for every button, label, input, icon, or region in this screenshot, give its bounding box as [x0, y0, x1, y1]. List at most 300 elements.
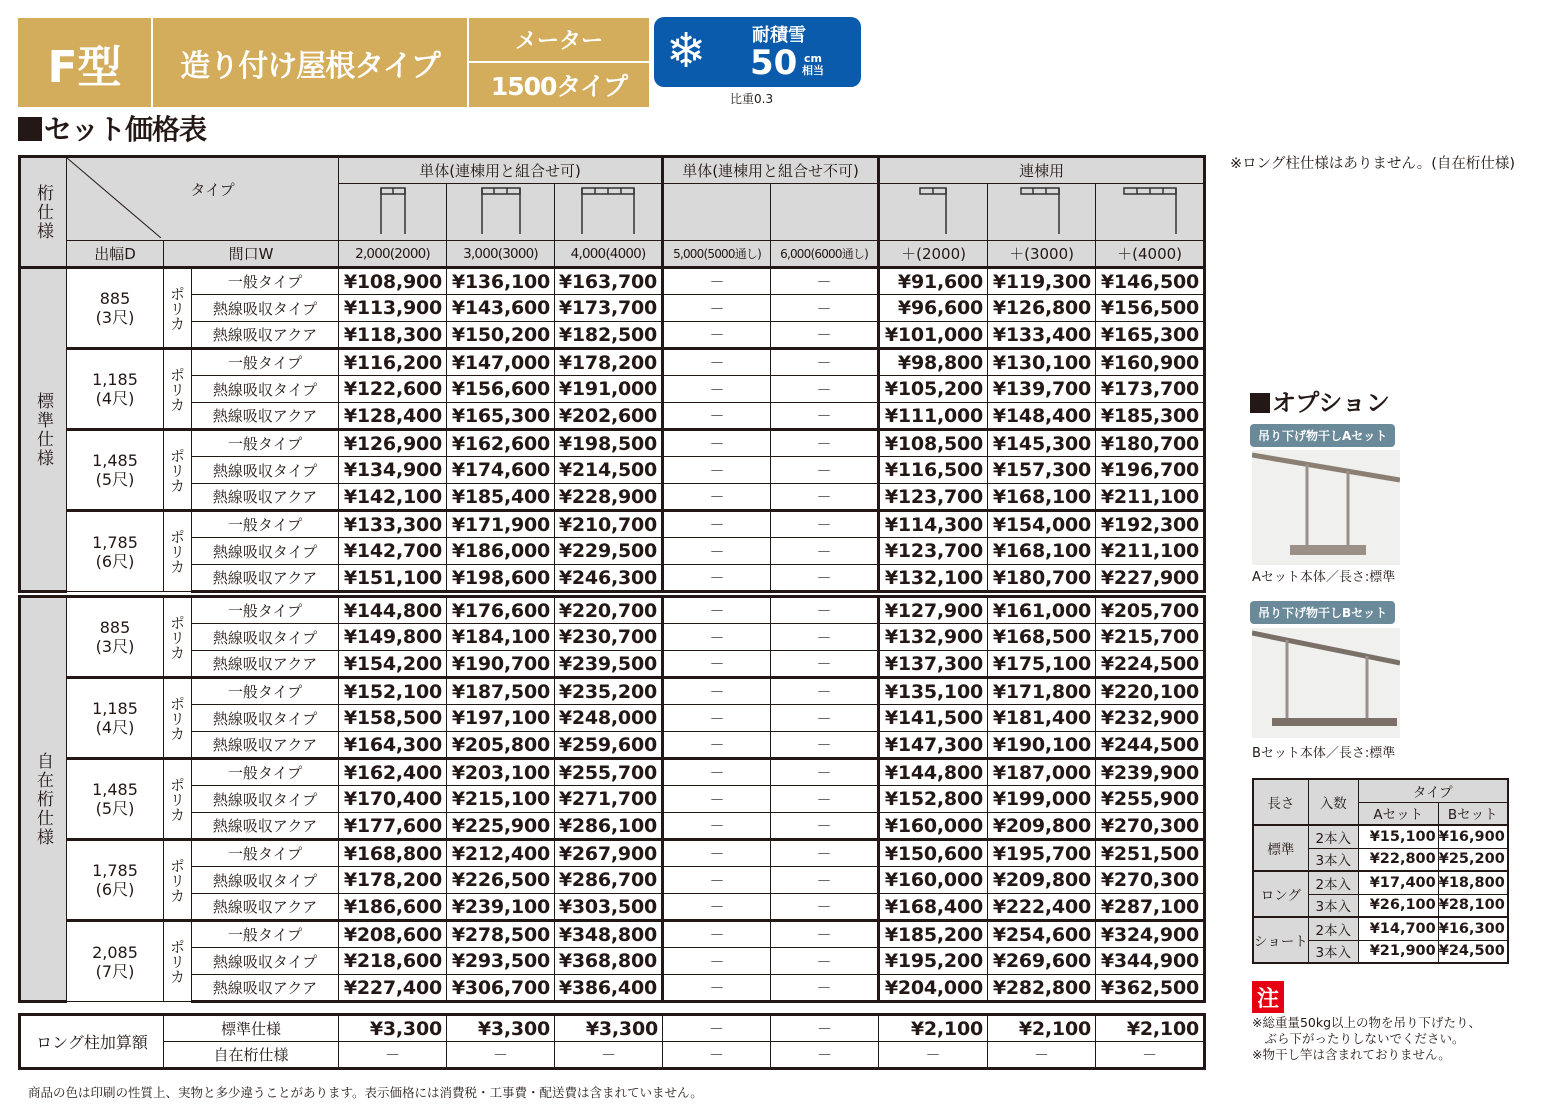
table-row — [20, 894, 1205, 921]
long-post-spec-1: 自在桁仕様 — [164, 1042, 339, 1069]
model-label: F型 — [18, 18, 151, 107]
price-cell: ¥212,400 — [447, 840, 555, 867]
roof-type: 一般タイプ — [192, 349, 339, 376]
price-cell: － — [771, 295, 879, 322]
price-cell: ¥156,500 — [1096, 295, 1205, 322]
roof-type: 熱線吸収タイプ — [192, 457, 339, 484]
roof-type: 熱線吸収タイプ — [192, 786, 339, 813]
price-cell: ¥163,700 — [555, 268, 663, 295]
price-cell: ¥168,100 — [988, 538, 1096, 565]
price-cell: － — [663, 511, 771, 538]
price-cell: ¥132,900 — [879, 624, 988, 651]
price-cell: － — [771, 376, 879, 403]
col-header-7: ＋(4000) — [1096, 241, 1205, 268]
diagram-6000 — [771, 184, 879, 241]
price-cell: － — [663, 349, 771, 376]
price-cell: ¥134,900 — [339, 457, 447, 484]
square-bullet-icon — [18, 117, 42, 141]
col-header-2: 4,000(4000) — [555, 241, 663, 268]
long-post-table — [18, 1013, 1206, 1070]
price-cell: ¥196,700 — [1096, 457, 1205, 484]
table-row — [20, 813, 1205, 840]
roof-type: 一般タイプ — [192, 678, 339, 705]
price-cell: ¥186,600 — [339, 894, 447, 921]
price-cell: － — [663, 268, 771, 295]
long-post-price: － — [771, 1015, 879, 1042]
roof-type: 一般タイプ — [192, 268, 339, 295]
option-price-a: ¥22,800 — [1358, 848, 1438, 871]
price-cell: ¥228,900 — [555, 484, 663, 511]
square-bullet-icon — [1250, 393, 1270, 413]
price-cell: － — [771, 975, 879, 1002]
spec-header: 桁仕様 — [20, 157, 67, 268]
price-cell: ¥147,000 — [447, 349, 555, 376]
price-cell: ¥303,500 — [555, 894, 663, 921]
price-cell: ¥306,700 — [447, 975, 555, 1002]
price-cell: ¥195,700 — [988, 840, 1096, 867]
roof-type: 熱線吸収アクア — [192, 894, 339, 921]
price-cell: － — [663, 403, 771, 430]
price-cell: － — [771, 732, 879, 759]
opt-header-count: 入数 — [1308, 779, 1358, 825]
price-cell: ¥150,200 — [447, 322, 555, 349]
price-cell: ¥114,300 — [879, 511, 988, 538]
price-cell: － — [663, 651, 771, 678]
price-cell: ¥293,500 — [447, 948, 555, 975]
long-post-price: ¥2,100 — [988, 1015, 1096, 1042]
price-cell: ¥145,300 — [988, 430, 1096, 457]
price-cell: ¥180,700 — [1096, 430, 1205, 457]
price-cell: ¥282,800 — [988, 975, 1096, 1002]
price-cell: ¥171,800 — [988, 678, 1096, 705]
price-cell: ¥230,700 — [555, 624, 663, 651]
price-cell: ¥225,900 — [447, 813, 555, 840]
depth-cell: 885 (3尺) — [67, 597, 164, 678]
long-post-price: － — [663, 1015, 771, 1042]
price-cell: － — [663, 948, 771, 975]
price-cell: ¥287,100 — [1096, 894, 1205, 921]
option-length: 標準 — [1253, 825, 1308, 871]
roof-type: 熱線吸収タイプ — [192, 376, 339, 403]
price-cell: ¥251,500 — [1096, 840, 1205, 867]
price-cell: ¥161,000 — [988, 597, 1096, 624]
col-header-0: 2,000(2000) — [339, 241, 447, 268]
price-cell: ¥215,700 — [1096, 624, 1205, 651]
long-post-price: － — [663, 1042, 771, 1069]
table-row — [20, 921, 1205, 948]
table-row — [20, 867, 1205, 894]
opt-header-b: Bセット — [1438, 802, 1508, 825]
price-cell: ¥215,100 — [447, 786, 555, 813]
long-post-price: － — [988, 1042, 1096, 1069]
group-header-2: 単体(連棟用と組合せ不可) — [663, 157, 879, 184]
material-cell: ポリカ — [164, 759, 192, 840]
price-cell: － — [771, 268, 879, 295]
table-row — [20, 322, 1205, 349]
roof-type: 熱線吸収アクア — [192, 732, 339, 759]
price-cell: ¥96,600 — [879, 295, 988, 322]
price-cell: ¥255,700 — [555, 759, 663, 786]
price-cell: ¥224,500 — [1096, 651, 1205, 678]
price-cell: ¥232,900 — [1096, 705, 1205, 732]
depth-cell: 1,185 (4尺) — [67, 678, 164, 759]
option-a-badge: 吊り下げ物干しAセット — [1250, 424, 1395, 447]
price-cell: ¥199,000 — [988, 786, 1096, 813]
price-cell: － — [663, 840, 771, 867]
price-cell: ¥184,100 — [447, 624, 555, 651]
table-row — [20, 349, 1205, 376]
width-header: 間口W — [164, 241, 339, 268]
roof-type: 熱線吸収アクア — [192, 651, 339, 678]
price-cell: ¥205,800 — [447, 732, 555, 759]
opt-header-length: 長さ — [1253, 779, 1308, 825]
price-cell: ¥165,300 — [1096, 322, 1205, 349]
price-cell: ¥123,700 — [879, 484, 988, 511]
table-row — [20, 975, 1205, 1002]
price-cell: ¥130,100 — [988, 349, 1096, 376]
price-cell: ¥160,000 — [879, 867, 988, 894]
single-3bay-icon — [476, 186, 526, 236]
price-cell: ¥286,700 — [555, 867, 663, 894]
price-cell: ¥142,100 — [339, 484, 447, 511]
price-cell: － — [771, 565, 879, 592]
table-row — [20, 511, 1205, 538]
price-cell: － — [663, 430, 771, 457]
diagram-3000 — [447, 184, 555, 241]
price-cell: － — [663, 867, 771, 894]
price-cell: ¥191,000 — [555, 376, 663, 403]
price-cell: ¥178,200 — [339, 867, 447, 894]
price-cell: ¥226,500 — [447, 867, 555, 894]
option-price-table — [1252, 778, 1509, 964]
linked-2bay-icon — [914, 186, 954, 236]
price-cell: ¥185,400 — [447, 484, 555, 511]
price-cell: ¥116,500 — [879, 457, 988, 484]
price-cell: － — [771, 349, 879, 376]
price-cell: ¥192,300 — [1096, 511, 1205, 538]
price-cell: － — [771, 705, 879, 732]
table-row — [20, 759, 1205, 786]
roof-type: 熱線吸収アクア — [192, 813, 339, 840]
price-cell: ¥176,600 — [447, 597, 555, 624]
price-cell: ¥174,600 — [447, 457, 555, 484]
snow-value: 50 — [750, 43, 798, 83]
price-cell: ¥158,500 — [339, 705, 447, 732]
price-cell: ¥136,100 — [447, 268, 555, 295]
opt-header-a: Aセット — [1358, 802, 1438, 825]
depth-cell: 1,785 (6尺) — [67, 511, 164, 592]
price-cell: ¥135,100 — [879, 678, 988, 705]
price-cell: － — [663, 624, 771, 651]
price-cell: ¥198,600 — [447, 565, 555, 592]
price-cell: ¥171,900 — [447, 511, 555, 538]
price-cell: ¥324,900 — [1096, 921, 1205, 948]
price-cell: ¥164,300 — [339, 732, 447, 759]
price-cell: － — [771, 403, 879, 430]
table-row — [20, 457, 1205, 484]
price-cell: － — [663, 484, 771, 511]
option-count: 3本入 — [1308, 848, 1358, 871]
long-post-spec-0: 標準仕様 — [164, 1015, 339, 1042]
price-cell: ¥190,100 — [988, 732, 1096, 759]
table-row — [20, 597, 1205, 624]
roof-type: 熱線吸収タイプ — [192, 867, 339, 894]
price-cell: ¥182,500 — [555, 322, 663, 349]
price-cell: ¥185,200 — [879, 921, 988, 948]
price-cell: ¥151,100 — [339, 565, 447, 592]
price-cell: ¥119,300 — [988, 268, 1096, 295]
price-cell: ¥165,300 — [447, 403, 555, 430]
spec-label: 標準仕様 — [20, 268, 67, 592]
price-cell: － — [771, 813, 879, 840]
group-header-1: 単体(連棟用と組合せ可) — [339, 157, 663, 184]
price-cell: ¥178,200 — [555, 349, 663, 376]
option-length: ロング — [1253, 871, 1308, 917]
long-post-price: ¥3,300 — [555, 1015, 663, 1042]
price-cell: ¥144,800 — [339, 597, 447, 624]
price-cell: ¥205,700 — [1096, 597, 1205, 624]
material-cell: ポリカ — [164, 511, 192, 592]
option-price-a: ¥26,100 — [1358, 894, 1438, 917]
price-cell: ¥220,100 — [1096, 678, 1205, 705]
price-cell: ¥162,400 — [339, 759, 447, 786]
price-cell: ¥162,600 — [447, 430, 555, 457]
price-cell: ¥286,100 — [555, 813, 663, 840]
price-cell: ¥190,700 — [447, 651, 555, 678]
spec-label: 自在桁仕様 — [20, 597, 67, 1002]
price-cell: － — [771, 840, 879, 867]
material-cell: ポリカ — [164, 921, 192, 1002]
price-cell: － — [771, 948, 879, 975]
footer-note: 商品の色は印刷の性質上、実物と多少違うことがあります。表示価格には消費税・工事費・配送費は含まれていません。 — [28, 1085, 703, 1100]
material-cell: ポリカ — [164, 597, 192, 678]
table-row — [20, 268, 1205, 295]
section-title: セット価格表 — [18, 108, 206, 148]
price-cell: ¥209,800 — [988, 867, 1096, 894]
price-cell: ¥254,600 — [988, 921, 1096, 948]
price-cell: ¥123,700 — [879, 538, 988, 565]
price-cell: － — [663, 786, 771, 813]
col-header-4: 6,000(6000通し) — [771, 241, 879, 268]
roof-type: 熱線吸収アクア — [192, 565, 339, 592]
price-cell: － — [771, 678, 879, 705]
price-cell: ¥128,400 — [339, 403, 447, 430]
price-cell: ¥278,500 — [447, 921, 555, 948]
caution-text: ※総重量50kg以上の物を吊り下げたり、 ぶら下がったりしないでください。 ※物干し竿は含まれておりません。 — [1252, 1015, 1482, 1062]
price-cell: ¥229,500 — [555, 538, 663, 565]
options-title: オプション — [1250, 383, 1390, 418]
price-cell: － — [771, 894, 879, 921]
price-cell: ¥227,900 — [1096, 565, 1205, 592]
price-cell: ¥227,400 — [339, 975, 447, 1002]
roof-type: 一般タイプ — [192, 921, 339, 948]
price-cell: － — [663, 813, 771, 840]
price-cell: ¥248,000 — [555, 705, 663, 732]
col-header-3: 5,000(5000通し) — [663, 241, 771, 268]
price-cell: ¥133,300 — [339, 511, 447, 538]
price-cell: ¥111,000 — [879, 403, 988, 430]
price-cell: ¥195,200 — [879, 948, 988, 975]
price-cell: ¥204,000 — [879, 975, 988, 1002]
depth-header: 出幅D — [67, 241, 164, 268]
diagram-plus-2000 — [879, 184, 988, 241]
price-cell: ¥152,100 — [339, 678, 447, 705]
material-cell: ポリカ — [164, 430, 192, 511]
option-price-b: ¥28,100 — [1438, 894, 1508, 917]
specific-gravity: 比重0.3 — [730, 92, 774, 106]
diagram-plus-4000 — [1096, 184, 1205, 241]
snow-label: 耐積雪 — [752, 25, 806, 46]
option-price-b: ¥25,200 — [1438, 848, 1508, 871]
roof-type: 一般タイプ — [192, 430, 339, 457]
long-post-price: － — [771, 1042, 879, 1069]
table-row — [20, 651, 1205, 678]
roof-type: 一般タイプ — [192, 840, 339, 867]
price-cell: ¥203,100 — [447, 759, 555, 786]
price-cell: ¥270,300 — [1096, 867, 1205, 894]
table-row — [20, 705, 1205, 732]
option-a-caption: Aセット本体／長さ:標準 — [1252, 570, 1396, 585]
snow-unit: cm 相当 — [802, 52, 824, 77]
price-cell: ¥244,500 — [1096, 732, 1205, 759]
price-cell: ¥157,300 — [988, 457, 1096, 484]
option-row — [1253, 917, 1508, 940]
depth-cell: 1,185 (4尺) — [67, 349, 164, 430]
price-cell: － — [663, 759, 771, 786]
diagram-plus-3000 — [988, 184, 1096, 241]
meter-label: メーター — [469, 18, 649, 61]
price-cell: ¥132,100 — [879, 565, 988, 592]
price-cell: ¥239,500 — [555, 651, 663, 678]
price-cell: ¥108,900 — [339, 268, 447, 295]
roof-type: 熱線吸収アクア — [192, 403, 339, 430]
price-cell: ¥133,400 — [988, 322, 1096, 349]
price-cell: ¥235,200 — [555, 678, 663, 705]
price-cell: ¥198,500 — [555, 430, 663, 457]
price-cell: － — [771, 597, 879, 624]
roof-type: 熱線吸収タイプ — [192, 295, 339, 322]
option-b-caption: Bセット本体／長さ:標準 — [1252, 746, 1396, 761]
depth-cell: 1,785 (6尺) — [67, 840, 164, 921]
col-header-1: 3,000(3000) — [447, 241, 555, 268]
price-cell: － — [771, 511, 879, 538]
diagram-2000 — [339, 184, 447, 241]
price-cell: － — [771, 867, 879, 894]
price-cell: － — [663, 322, 771, 349]
roof-type: 熱線吸収タイプ — [192, 538, 339, 565]
table-row — [20, 732, 1205, 759]
hanging-rack-b-icon — [1252, 628, 1400, 738]
option-count: 3本入 — [1308, 940, 1358, 963]
price-cell: ¥142,700 — [339, 538, 447, 565]
price-cell: ¥348,800 — [555, 921, 663, 948]
long-post-price: － — [1096, 1042, 1205, 1069]
price-cell: ¥246,300 — [555, 565, 663, 592]
price-cell: － — [771, 759, 879, 786]
material-cell: ポリカ — [164, 268, 192, 349]
price-cell: ¥148,400 — [988, 403, 1096, 430]
price-cell: ¥270,300 — [1096, 813, 1205, 840]
option-price-a: ¥14,700 — [1358, 917, 1438, 940]
price-cell: － — [663, 295, 771, 322]
price-cell: ¥149,800 — [339, 624, 447, 651]
table-row — [20, 376, 1205, 403]
option-price-a: ¥21,900 — [1358, 940, 1438, 963]
price-cell: ¥146,500 — [1096, 268, 1205, 295]
price-cell: － — [663, 705, 771, 732]
price-cell: ¥187,500 — [447, 678, 555, 705]
price-cell: ¥160,000 — [879, 813, 988, 840]
linked-4bay-icon — [1120, 186, 1180, 236]
product-title: 造り付け屋根タイプ — [153, 18, 467, 107]
option-price-a: ¥17,400 — [1358, 871, 1438, 894]
price-cell: ¥108,500 — [879, 430, 988, 457]
price-cell: ¥173,700 — [1096, 376, 1205, 403]
option-price-b: ¥16,900 — [1438, 825, 1508, 848]
option-length: ショート — [1253, 917, 1308, 963]
long-post-price: ¥2,100 — [1096, 1015, 1205, 1042]
price-cell: ¥344,900 — [1096, 948, 1205, 975]
material-cell: ポリカ — [164, 840, 192, 921]
price-cell: － — [771, 484, 879, 511]
price-cell: － — [771, 651, 879, 678]
option-count: 2本入 — [1308, 871, 1358, 894]
table-row — [20, 948, 1205, 975]
price-cell: ¥144,800 — [879, 759, 988, 786]
price-cell: ¥368,800 — [555, 948, 663, 975]
price-cell: ¥122,600 — [339, 376, 447, 403]
option-count: 3本入 — [1308, 894, 1358, 917]
long-post-price: － — [555, 1042, 663, 1069]
price-cell: ¥211,100 — [1096, 484, 1205, 511]
depth-cell: 885 (3尺) — [67, 268, 164, 349]
type-label: 1500タイプ — [469, 63, 649, 107]
option-b-image — [1252, 628, 1400, 738]
side-note: ※ロング柱仕様はありません。(自在桁仕様) — [1230, 156, 1516, 172]
price-cell: ¥197,100 — [447, 705, 555, 732]
option-a-image — [1252, 450, 1400, 565]
price-cell: ¥255,900 — [1096, 786, 1205, 813]
roof-type: 一般タイプ — [192, 511, 339, 538]
option-count: 2本入 — [1308, 825, 1358, 848]
price-cell: ¥173,700 — [555, 295, 663, 322]
price-cell: － — [663, 975, 771, 1002]
price-cell: － — [663, 921, 771, 948]
price-cell: － — [771, 322, 879, 349]
price-cell: ¥126,900 — [339, 430, 447, 457]
price-cell: ¥267,900 — [555, 840, 663, 867]
price-cell: ¥118,300 — [339, 322, 447, 349]
price-cell: ¥214,500 — [555, 457, 663, 484]
price-cell: ¥126,800 — [988, 295, 1096, 322]
price-cell: ¥154,200 — [339, 651, 447, 678]
price-cell: － — [663, 732, 771, 759]
roof-type: 熱線吸収アクア — [192, 484, 339, 511]
table-row — [20, 565, 1205, 592]
price-cell: ¥101,000 — [879, 322, 988, 349]
material-cell: ポリカ — [164, 678, 192, 759]
price-cell: ¥154,000 — [988, 511, 1096, 538]
price-cell: ¥185,300 — [1096, 403, 1205, 430]
caution-badge: 注 — [1252, 981, 1284, 1013]
price-cell: ¥160,900 — [1096, 349, 1205, 376]
roof-type: 熱線吸収アクア — [192, 322, 339, 349]
roof-type: 熱線吸収タイプ — [192, 624, 339, 651]
price-cell: ¥181,400 — [988, 705, 1096, 732]
table-row — [20, 430, 1205, 457]
roof-type: 熱線吸収タイプ — [192, 705, 339, 732]
table-row — [20, 295, 1205, 322]
